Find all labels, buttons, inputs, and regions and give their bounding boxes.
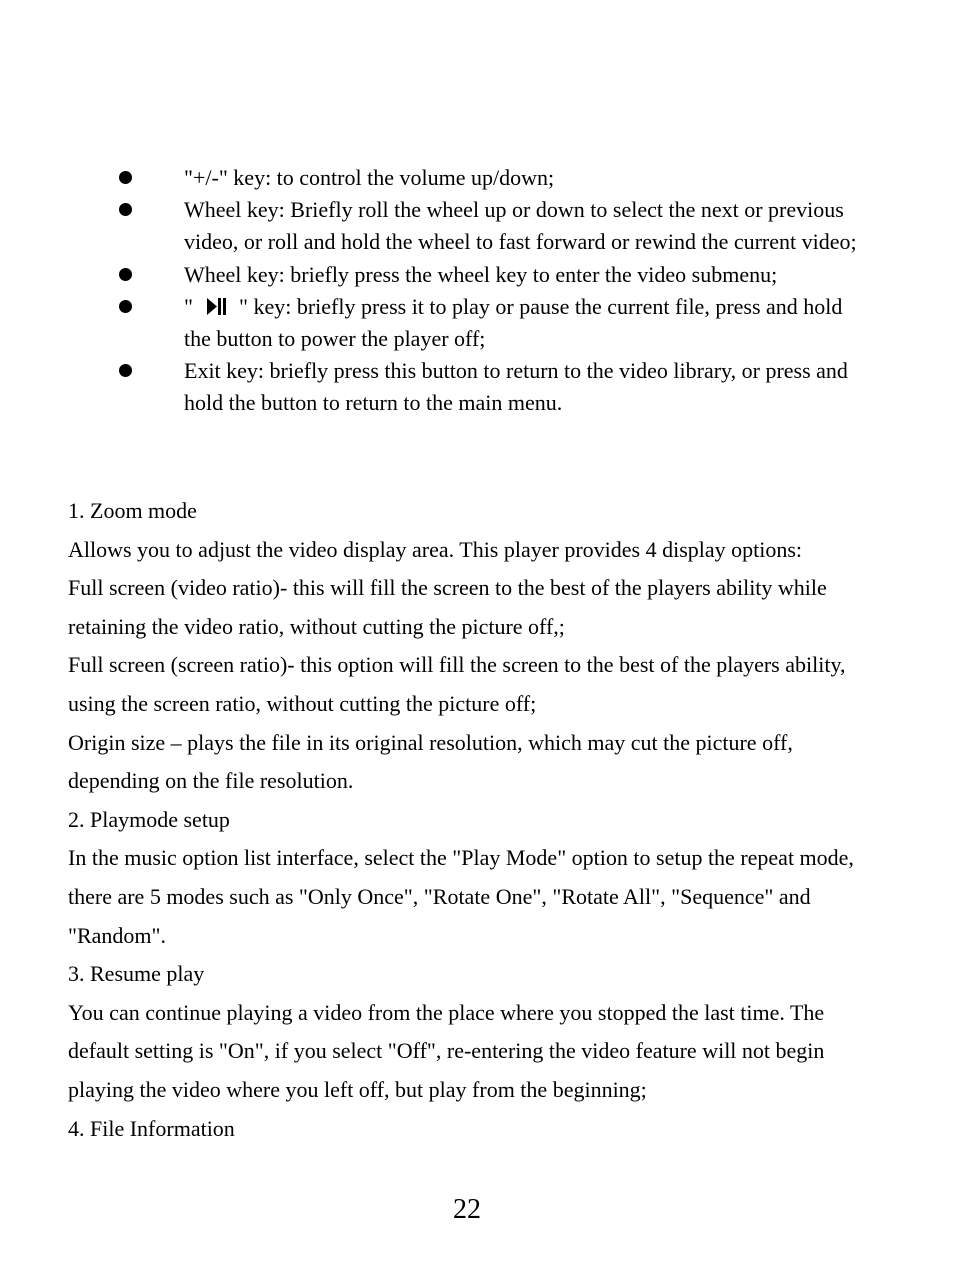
- bullet-prefix: ": [184, 293, 193, 319]
- section-heading: 4. File Information: [68, 1115, 235, 1141]
- bullet-item-volume-key: [0, 162, 864, 194]
- bullet-text: Exit key: briefly press this button to return to the video library, or press and hold the button to return to the main menu.: [184, 358, 848, 416]
- bullet-text: " key: briefly press it to play or pause the current file, press and hold the button to power the player off;: [184, 293, 843, 352]
- bullet-text: "+/-" key: to control the volume up/down;: [184, 165, 555, 190]
- section-file-information: [68, 1110, 878, 1149]
- section-zoom-mode: [68, 492, 878, 801]
- settings-description: [68, 492, 878, 1148]
- section-heading: 1. Zoom mode: [68, 498, 197, 523]
- page-number: 22: [453, 1194, 481, 1225]
- bullet-list: [0, 162, 954, 420]
- play-pause-icon: [207, 298, 229, 315]
- section-heading: 3. Resume play: [68, 961, 205, 987]
- bullet-text: Wheel key: briefly press the wheel key to enter the video submenu;: [184, 261, 778, 287]
- bullet-dot-icon: [119, 364, 132, 377]
- section-resume-play: [68, 955, 878, 1109]
- paragraph: Full screen (video ratio)- this will fill the screen to the best of the players ability while retaining the video ratio, without cutting the picture off,;: [68, 575, 827, 639]
- bullet-item-exit-key: [0, 355, 864, 419]
- bullet-dot-icon: [119, 203, 132, 216]
- paragraph: In the music option list interface, select the "Play Mode" option to setup the repeat mode, there are 5 modes such as "Only Once", "Rotate One", "Rotate All", "Sequence" and "Random".: [68, 845, 854, 948]
- paragraph: Allows you to adjust the video display area. This player provides 4 display options:: [68, 536, 803, 562]
- bullet-dot-icon: [119, 171, 132, 184]
- bullet-dot-icon: [119, 300, 132, 313]
- paragraph: Full screen (screen ratio)- this option will fill the screen to the best of the players ability, using the screen ratio, without cutting the picture off;: [68, 652, 846, 716]
- bullet-dot-icon: [119, 268, 132, 281]
- section-heading: 2. Playmode setup: [68, 806, 230, 832]
- paragraph: You can continue playing a video from the place where you stopped the last time. The default setting is "On", if you select "Off", re-entering the video feature will not begin playing the video where you left off, but play from the beginning;: [68, 999, 825, 1102]
- bullet-item-wheel-press: [0, 259, 864, 291]
- bullet-item-wheel-roll: [0, 194, 864, 258]
- section-playmode-setup: [68, 801, 878, 955]
- bullet-item-play-pause-key: [0, 291, 864, 355]
- paragraph: Origin size – plays the file in its original resolution, which may cut the picture off, depending on the file resolution.: [68, 729, 793, 794]
- bullet-text: Wheel key: Briefly roll the wheel up or down to select the next or previous video, or roll and hold the wheel to fast forward or rewind the current video;: [184, 197, 857, 255]
